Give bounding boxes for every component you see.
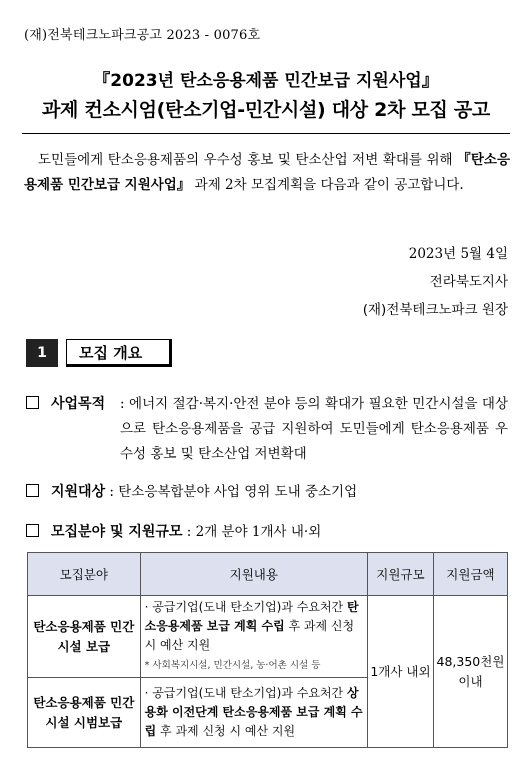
section-title: 모집 개요	[66, 339, 172, 367]
checkbox-square-icon	[26, 524, 39, 537]
signoff-director: (재)전북테크노파크 원장	[362, 302, 508, 318]
title-divider	[22, 133, 510, 134]
intro-text-after: 과제 2차 모집계획을 다음과 같이 공고합니다.	[190, 177, 464, 193]
support-scale-cell: 1개사 내외	[367, 596, 433, 748]
row-content-post: 후 과제 신청 시 예산 지원	[156, 724, 296, 738]
purpose-item	[26, 392, 105, 417]
row-content	[140, 678, 367, 748]
row-content-bold: 상용화 이전단계 탄소응용제품 보급 계획 수립	[144, 686, 363, 738]
title-line-1: 『2023년 탄소응용제품 민간보급 지원사업』	[93, 71, 439, 91]
row-content-pre: · 공급기업(도내 탄소기업)과 수요처간	[144, 686, 347, 700]
target-label: 지원대상	[51, 484, 106, 500]
table-header-category: 모집분야	[28, 553, 141, 596]
intro-paragraph	[24, 148, 510, 198]
recruitment-table	[27, 552, 508, 748]
intro-project-name: 『탄소응용제품 민간보급 지원사업』	[24, 152, 511, 193]
table-header-scale: 지원규모	[367, 553, 433, 596]
target-text: : 탄소응복합분야 사업 영위 도내 중소기업	[109, 484, 358, 500]
row-content-bold: 탄소응용제품 보급 계획 수립	[144, 600, 359, 633]
document-number: (재)전북테크노파크공고 2023 - 0076호	[24, 28, 261, 43]
signoff-governor: 전라북도지사	[429, 274, 508, 290]
signoff-block	[363, 240, 508, 324]
table-header-row	[28, 553, 508, 596]
row-content-post: 후 과제 신청 시 예산 지원	[144, 619, 355, 652]
intro-text-before: 도민들에게 탄소응용제품의 우수성 홍보 및 탄소산업 저변 확대를 위해	[38, 152, 458, 168]
row-category: 탄소응용제품 민간시설 보급	[28, 596, 141, 678]
support-amount-cell: 48,350천원 이내	[433, 596, 507, 748]
checkbox-square-icon	[26, 396, 39, 409]
scale-item	[26, 520, 321, 545]
row-category: 탄소응용제품 민간시설 시범보급	[28, 678, 141, 748]
table-header-content: 지원내용	[140, 553, 367, 596]
title-line-2: 과제 컨소시엄(탄소기업-민간시설) 대상 2차 모집 공고	[42, 99, 490, 121]
scale-label: 모집분야 및 지원규모	[51, 524, 183, 540]
section-number: 1	[26, 339, 58, 367]
signoff-date: 2023년 5월 4일	[408, 246, 508, 262]
target-item	[26, 480, 357, 505]
scale-text: : 2개 분야 1개사 내·외	[186, 524, 322, 540]
table-header-amount: 지원금액	[433, 553, 507, 596]
checkbox-square-icon	[26, 484, 39, 497]
row-content-pre: · 공급기업(도내 탄소기업)과 수요처간	[144, 600, 347, 614]
row-content	[140, 596, 367, 678]
table-row	[28, 596, 508, 678]
purpose-label: 사업목적	[51, 396, 106, 412]
section-header	[26, 339, 172, 367]
row-note: * 사회복지시설, 민간시설, 농·어촌 시설 등	[144, 660, 321, 671]
purpose-text: : 에너지 절감·복지·안전 분야 등의 확대가 필요한 민간시설을 대상으로 탄소응용제품을 공급 지원하여 도민들에게 탄소응용제품 우수성 홍보 및 탄소산업 저변확대	[120, 396, 508, 462]
